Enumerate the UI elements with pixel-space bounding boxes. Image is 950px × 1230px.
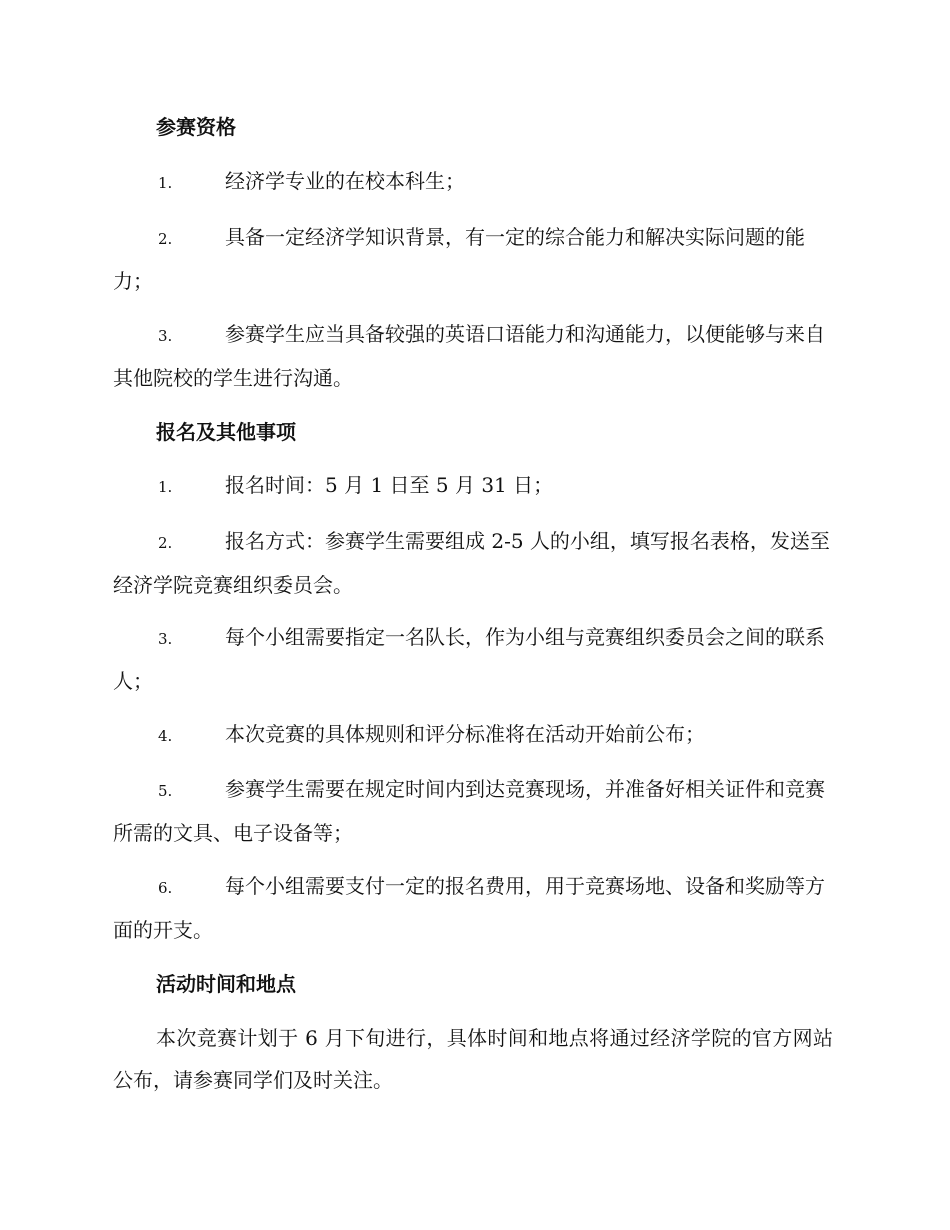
list-number: 6. <box>158 879 173 897</box>
list-number: 5. <box>158 782 173 800</box>
list-text: 报名时间：5 月 1 日至 5 月 31 日； <box>225 473 554 497</box>
list-item <box>113 520 833 606</box>
list-text: 每个小组需要支付一定的报名费用，用于竞赛场地、设备和奖励等方面的开支。 <box>113 874 825 942</box>
list-item <box>113 160 833 204</box>
list-item <box>113 768 833 854</box>
list-text: 参赛学生需要在规定时间内到达竞赛现场，并准备好相关证件和竞赛所需的文具、电子设备等； <box>113 777 825 845</box>
list-item <box>113 865 833 951</box>
list-text: 每个小组需要指定一名队长，作为小组与竞赛组织委员会之间的联系人； <box>113 625 825 693</box>
list-item <box>113 216 833 302</box>
list-text: 参赛学生应当具备较强的英语口语能力和沟通能力，以便能够与来自其他院校的学生进行沟通。 <box>113 322 825 390</box>
list-number: 4. <box>158 727 173 745</box>
section-heading-time-place: 活动时间和地点 <box>156 972 296 996</box>
list-number: 1. <box>158 478 173 496</box>
list-item <box>113 713 833 757</box>
list-text: 经济学专业的在校本科生； <box>225 169 465 193</box>
body-paragraph: 本次竞赛计划于 6 月下旬进行，具体时间和地点将通过经济学院的官方网站公布，请参赛同学们及时关注。 <box>113 1026 833 1092</box>
list-item <box>113 313 833 399</box>
list-text: 报名方式：参赛学生需要组成 2-5 人的小组，填写报名表格，发送至经济学院竞赛组织委员会。 <box>113 529 830 597</box>
list-item <box>113 464 833 508</box>
list-item <box>113 616 833 702</box>
list-number: 2. <box>158 230 173 248</box>
list-number: 3. <box>158 630 173 648</box>
list-number: 3. <box>158 327 173 345</box>
list-text: 具备一定经济学知识背景，有一定的综合能力和解决实际问题的能力； <box>113 225 805 293</box>
list-number: 1. <box>158 174 173 192</box>
list-number: 2. <box>158 534 173 552</box>
list-text: 本次竞赛的具体规则和评分标准将在活动开始前公布； <box>225 722 705 746</box>
section-heading-registration: 报名及其他事项 <box>156 420 296 444</box>
section-heading-eligibility: 参赛资格 <box>156 115 236 139</box>
